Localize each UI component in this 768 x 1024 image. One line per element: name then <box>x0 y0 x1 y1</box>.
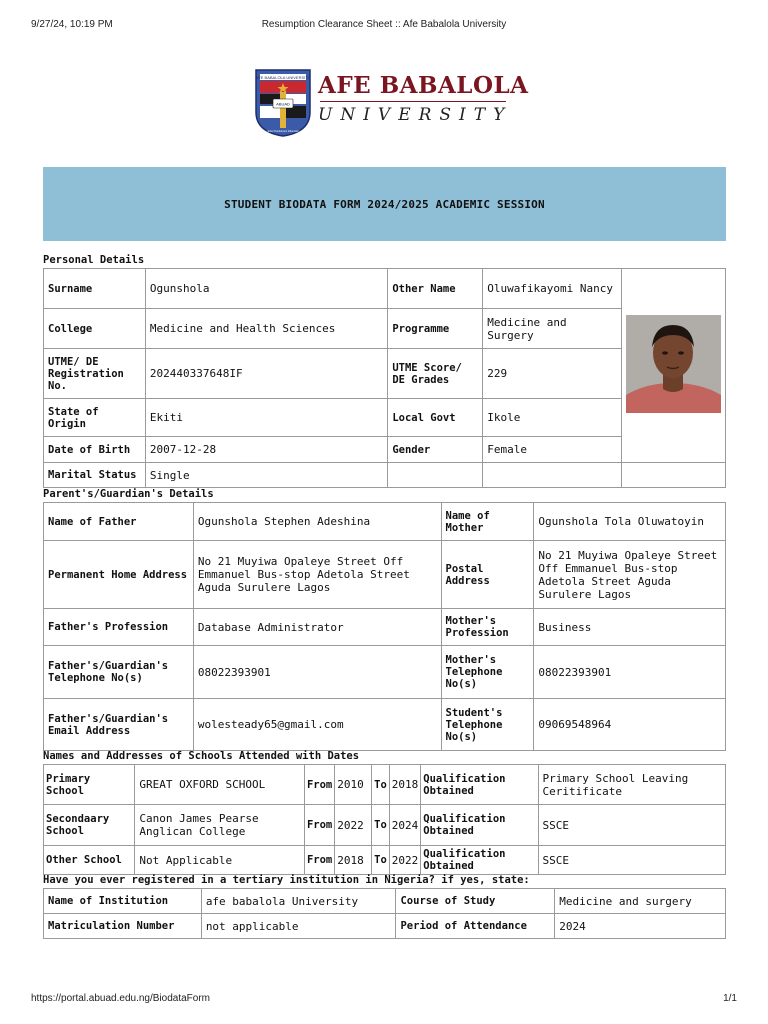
father-name-label: Name of Father <box>44 503 194 541</box>
period-value: 2024 <box>555 914 726 939</box>
other-name-label: Other Name <box>388 269 483 309</box>
logo-name-line2: UNIVERSITY <box>318 105 513 125</box>
course-label: Course of Study <box>396 889 555 914</box>
print-title: Resumption Clearance Sheet :: Afe Babalola University <box>261 19 507 30</box>
empty-cell <box>388 463 483 488</box>
institution-label: Name of Institution <box>44 889 202 914</box>
crest-badge-text: ABUAD <box>276 101 290 107</box>
to-label: To <box>372 765 390 805</box>
father-profession-value: Database Administrator <box>193 609 441 646</box>
school-name: Not Applicable <box>135 846 305 875</box>
empty-cell <box>622 463 726 488</box>
tertiary-title: Have you ever registered in a tertiary institution in Nigeria? if yes, state: <box>43 874 530 886</box>
photo-cell <box>622 269 726 463</box>
crest-icon <box>254 68 312 138</box>
lga-label: Local Govt <box>388 399 483 437</box>
home-address-value: No 21 Muyiwa Opaleye Street Off Emmanuel Bus-stop Adetola Street Aguda Surulere Lagos <box>193 541 441 609</box>
mother-telephone-value: 08022393901 <box>534 646 726 699</box>
form-title-banner <box>43 167 726 241</box>
guardian-details-table <box>43 502 726 751</box>
guardian-email-label: Father's/Guardian's Email Address <box>44 699 194 751</box>
to-label: To <box>372 846 390 875</box>
marital-label: Marital Status <box>44 463 146 488</box>
qualification-label: Qualification Obtained <box>421 805 538 846</box>
home-address-label: Permanent Home Address <box>44 541 194 609</box>
to-year: 2022 <box>389 846 421 875</box>
table-row <box>44 765 726 805</box>
college-label: College <box>44 309 146 349</box>
father-profession-label: Father's Profession <box>44 609 194 646</box>
state-label: State of Origin <box>44 399 146 437</box>
guardian-details-title: Parent's/Guardian's Details <box>43 488 214 500</box>
qualification-label: Qualification Obtained <box>421 846 538 875</box>
to-label: To <box>372 805 390 846</box>
to-year: 2018 <box>389 765 421 805</box>
institution-value: afe babalola University <box>201 889 396 914</box>
from-label: From <box>304 765 334 805</box>
postal-address-label: Postal Address <box>441 541 534 609</box>
student-telephone-label: Student's Telephone No(s) <box>441 699 534 751</box>
form-title: STUDENT BIODATA FORM 2024/2025 ACADEMIC SESSION <box>224 197 545 211</box>
programme-label: Programme <box>388 309 483 349</box>
other-name-value: Oluwafikayomi Nancy <box>483 269 622 309</box>
reg-no-label: UTME/ DE Registration No. <box>44 349 146 399</box>
guardian-email-value: wolesteady65@gmail.com <box>193 699 441 751</box>
qualification-value: SSCE <box>538 846 726 875</box>
school-type-label: Other School <box>44 846 135 875</box>
marital-value: Single <box>145 463 387 488</box>
dob-value: 2007-12-28 <box>145 437 387 463</box>
qualification-value: SSCE <box>538 805 726 846</box>
tertiary-table <box>43 888 726 939</box>
utme-score-value: 229 <box>483 349 622 399</box>
school-type-label: Primary School <box>44 765 135 805</box>
matric-value: not applicable <box>201 914 396 939</box>
mother-name-value: Ogunshola Tola Oluwatoyin <box>534 503 726 541</box>
school-type-label: Secondaary School <box>44 805 135 846</box>
student-photo <box>626 315 721 413</box>
school-name: Canon James Pearse Anglican College <box>135 805 305 846</box>
father-telephone-label: Father's/Guardian's Telephone No(s) <box>44 646 194 699</box>
father-name-value: Ogunshola Stephen Adeshina <box>193 503 441 541</box>
surname-label: Surname <box>44 269 146 309</box>
qualification-label: Qualification Obtained <box>421 765 538 805</box>
course-value: Medicine and surgery <box>555 889 726 914</box>
personal-details-title: Personal Details <box>43 254 145 266</box>
schools-table <box>43 764 726 875</box>
surname-value: Ogunshola <box>145 269 387 309</box>
university-logo <box>254 68 529 140</box>
father-telephone-value: 08022393901 <box>193 646 441 699</box>
postal-address-value: No 21 Muyiwa Opaleye Street Off Emmanuel Bus-stop Adetola Street Aguda Surulere Lagos <box>534 541 726 609</box>
empty-cell <box>483 463 622 488</box>
from-year: 2018 <box>335 846 372 875</box>
gender-label: Gender <box>388 437 483 463</box>
from-label: From <box>304 805 334 846</box>
mother-name-label: Name of Mother <box>441 503 534 541</box>
from-year: 2022 <box>335 805 372 846</box>
schools-title: Names and Addresses of Schools Attended with Dates <box>43 750 360 762</box>
table-row <box>44 805 726 846</box>
print-datetime: 9/27/24, 10:19 PM <box>31 19 113 30</box>
state-value: Ekiti <box>145 399 387 437</box>
period-label: Period of Attendance <box>396 914 555 939</box>
student-telephone-value: 09069548964 <box>534 699 726 751</box>
crest-top-text: AFE BABALOLA UNIVERSITY <box>255 74 311 80</box>
from-year: 2010 <box>335 765 372 805</box>
page-number: 1/1 <box>723 993 737 1004</box>
gender-value: Female <box>483 437 622 463</box>
print-url: https://portal.abuad.edu.ng/BiodataForm <box>31 993 211 1004</box>
school-name: GREAT OXFORD SCHOOL <box>135 765 305 805</box>
programme-value: Medicine and Surgery <box>483 309 622 349</box>
utme-score-label: UTME Score/ DE Grades <box>388 349 483 399</box>
to-year: 2024 <box>389 805 421 846</box>
logo-rule <box>320 101 506 102</box>
crest-motto: Enter Humble Evi Influential <box>267 130 299 133</box>
lga-value: Ikole <box>483 399 622 437</box>
college-value: Medicine and Health Sciences <box>145 309 387 349</box>
table-row <box>44 846 726 875</box>
reg-no-value: 202440337648IF <box>145 349 387 399</box>
logo-name-line1: AFE BABALOLA <box>318 72 529 99</box>
mother-profession-label: Mother's Profession <box>441 609 534 646</box>
from-label: From <box>304 846 334 875</box>
mother-profession-value: Business <box>534 609 726 646</box>
personal-details-table <box>43 268 726 488</box>
qualification-value: Primary School Leaving Ceritificate <box>538 765 726 805</box>
matric-label: Matriculation Number <box>44 914 202 939</box>
mother-telephone-label: Mother's Telephone No(s) <box>441 646 534 699</box>
dob-label: Date of Birth <box>44 437 146 463</box>
